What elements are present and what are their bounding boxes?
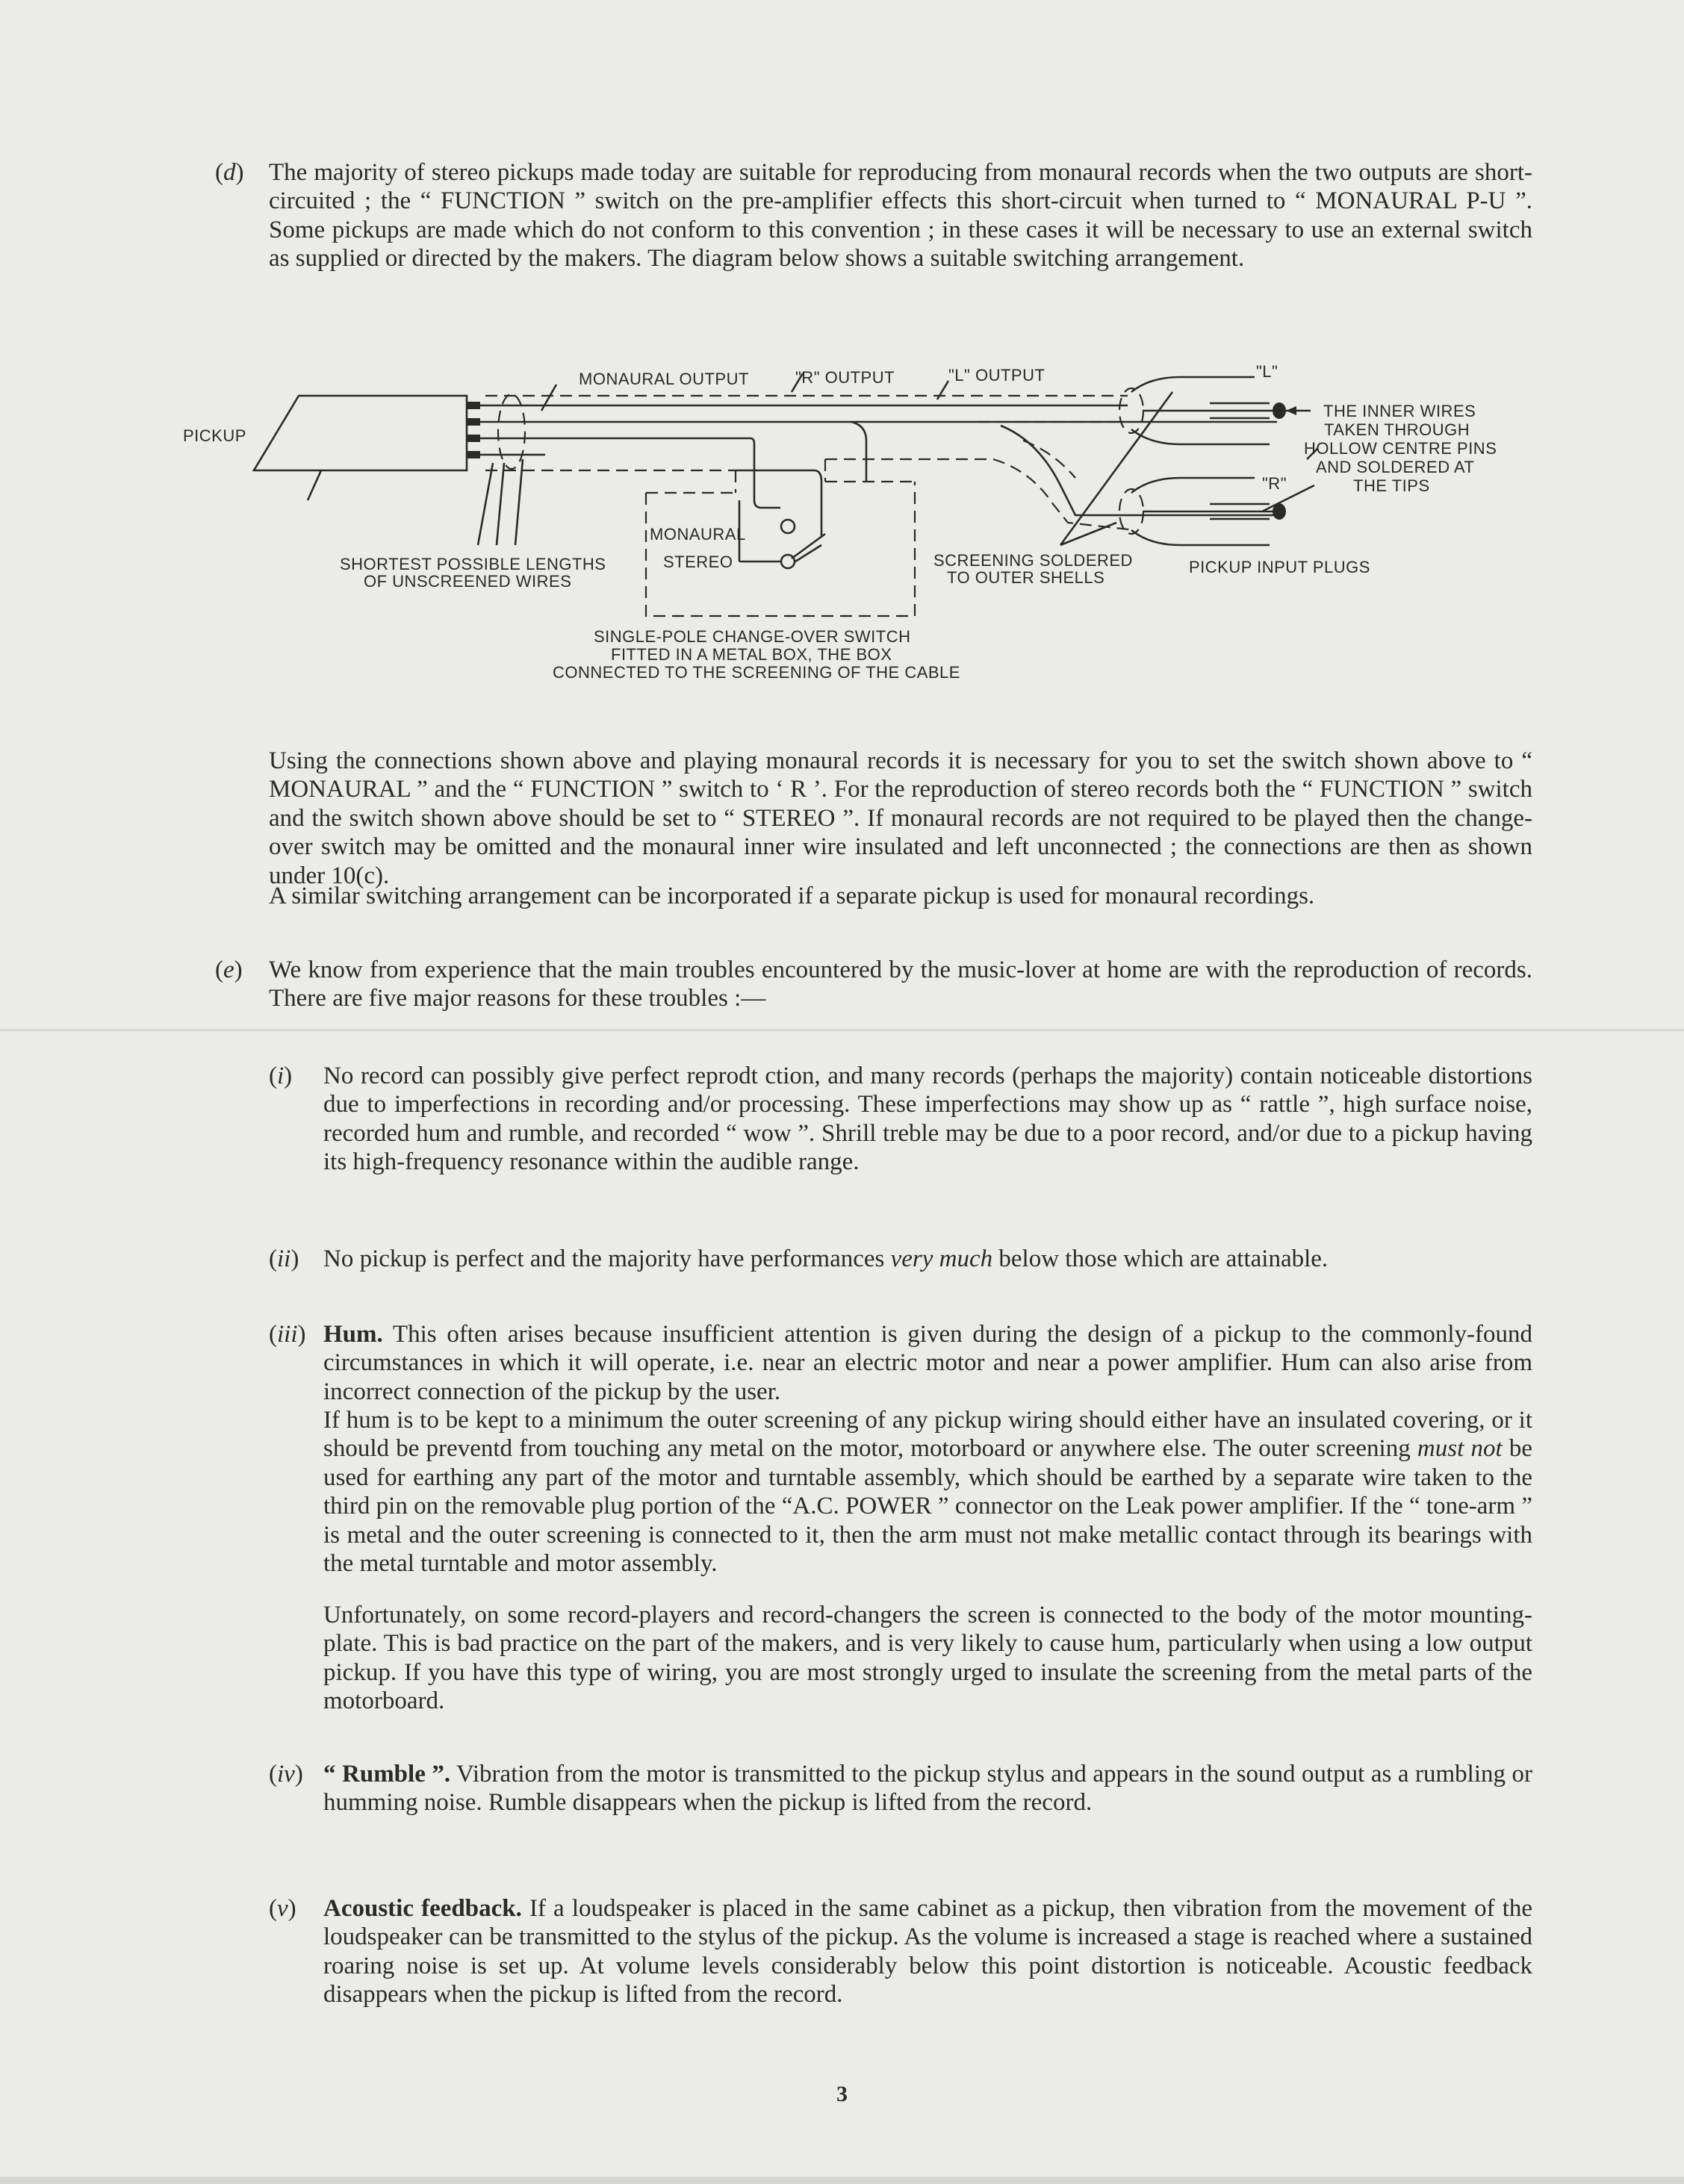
item-iii-marker: (iii) (269, 1321, 306, 1348)
para-similar: A similar switching arrangement can be incorporated if a separate pickup is used for monaural recordings. (269, 883, 1315, 909)
item-iii-text2: If hum is to be kept to a minimum the outer screening of any pickup wiring should either have an insulated covering, or it should be preventd from touching any metal on the motor, motorboard or anywhere else. The outer screening must not be used for earthing any part of the motor and turntable assembly, which should be earthed by a separate wire taken to the third pin on the removable plug portion of the “A.C. POWER ” connector on the Leak power amplifier. If the “ tone-arm ” is metal and the outer screening is connected to it, then the arm must not make metallic contact through its bearings with the metal turntable and motor assembly. (323, 1407, 1532, 1578)
inner-wires-line: AND SOLDERED AT (1316, 458, 1475, 476)
item-ii-text: No pickup is perfect and the majority have performances very much below those which are attainable. (323, 1245, 1329, 1272)
screening-note-line: TO OUTER SHELLS (947, 568, 1105, 587)
shortest-note-line: OF UNSCREENED WIRES (364, 572, 572, 591)
inner-wires-line: TAKEN THROUGH (1324, 420, 1470, 439)
para-using: Using the connections shown above and playing monaural records it is necessary for you to set the switch shown above to “ MONAURAL ” and the “ FUNCTION ” switch to ‘ R ’. For the reproduction of stereo records both the “ FUNCTION ” switch and the switch shown above should be set to “ STEREO ”. If monaural records are not required to be played then the change-over switch may be omitted and the monaural inner wire insulated and left unconnected ; the connections are then as shown under 10(c). (269, 747, 1532, 889)
switching-diagram (0, 351, 1684, 702)
paper-edge (0, 2177, 1684, 2184)
plugs-label: PICKUP INPUT PLUGS (1189, 558, 1370, 576)
section-e-marker: (e) (215, 956, 243, 983)
item-v-text: Acoustic feedback. If a loudspeaker is placed in the same cabinet as a pickup, then vibration from the movement of the loudspeaker can be transmitted to the stylus of the pickup. As the volume is increased a stage is reached where a sustained roaring noise is set up. At volume levels considerably below this point distortion is noticeable. Acoustic feedback disappears when the pickup is lifted from the record. (323, 1895, 1533, 2009)
switch-monaural-label: MONAURAL (650, 525, 746, 544)
pickup-label: PICKUP (183, 426, 246, 445)
switch-note-line: SINGLE-POLE CHANGE-OVER SWITCH (594, 627, 911, 646)
paper-fold (0, 1029, 1684, 1031)
item-iii-heading: Hum. (323, 1321, 383, 1348)
item-iv-marker: (iv) (269, 1761, 303, 1788)
item-ii-marker: (ii) (269, 1245, 299, 1272)
shortest-note-line: SHORTEST POSSIBLE LENGTHS (340, 555, 606, 573)
pickup-body (254, 396, 467, 470)
switch-note-line: CONNECTED TO THE SCREENING OF THE CABLE (553, 663, 960, 682)
inner-wires-line: THE TIPS (1353, 476, 1430, 495)
item-v-marker: (v) (269, 1895, 296, 1922)
l-output-label: "L" OUTPUT (948, 366, 1045, 385)
item-i-marker: (i) (269, 1063, 293, 1089)
plug-l-label: "L" (1256, 362, 1278, 381)
monaural-output-label: MONAURAL OUTPUT (579, 370, 749, 388)
screening-note-line: SCREENING SOLDERED (933, 551, 1133, 570)
item-iii-emphasis: must not (1417, 1435, 1503, 1463)
item-iv-text: “ Rumble ”. Vibration from the motor is transmitted to the pickup stylus and appears in the sound output as a rumbling or humming noise. Rumble disappears when the pickup is lifted from the record. (323, 1761, 1533, 1817)
r-output-label: "R" OUTPUT (795, 368, 895, 387)
switch-stereo-label: STEREO (663, 553, 733, 571)
item-i-text: No record can possibly give perfect reprodt ction, and many records (perhaps the majority) contain noticeable distortions due to imperfections in recording and/or processing. These imperfections may show up as “ rattle ”, high surface noise, recorded hum and rumble, and recorded “ wow ”. Shrill treble may be due to a poor record, and/or due to a pickup having its high-frequency resonance within the audible range. (323, 1063, 1532, 1176)
item-v-heading: Acoustic feedback. (323, 1895, 522, 1922)
plug-r-label: "R" (1262, 474, 1287, 493)
item-iii-text3: Unfortunately, on some record-players and record-changers the screen is connected to the body of the motor mounting-plate. This is bad practice on the part of the makers, and is very likely to cause hum, particularly when using a low output pickup. If you have this type of wiring, you are most strongly urged to insulate the screening from the metal parts of the motorboard. (323, 1602, 1532, 1715)
page-number: 3 (836, 2082, 848, 2106)
section-e-text: We know from experience that the main troubles encountered by the music-lover at home are with the reproduction of records. There are five major reasons for these troubles :— (269, 956, 1532, 1012)
inner-wires-line: THE INNER WIRES (1323, 402, 1476, 420)
section-d-marker: (d) (215, 159, 244, 186)
item-ii-emphasis: very much (890, 1245, 993, 1272)
section-d-text: The majority of stereo pickups made today are suitable for reproducing from monaural records when the two outputs are short-circuited ; the “ FUNCTION ” switch on the pre-amplifier effects this short-circuit when turned to “ MONAURAL P-U ”. Some pickups are made which do not conform to this convention ; in these cases it will be necessary to use an external switch as supplied or directed by the makers. The diagram below shows a suitable switching arrangement. (269, 159, 1532, 273)
item-iii-text1: Hum. This often arises because insufficient attention is given during the design of a pickup to the commonly-found circumstances in which it will operate, i.e. near an electric motor and near a power amplifier. Hum can also arise from incorrect connection of the pickup by the user. (323, 1321, 1532, 1405)
item-iv-heading: “ Rumble ”. (323, 1761, 451, 1788)
switch-note-line: FITTED IN A METAL BOX, THE BOX (611, 645, 892, 664)
inner-wires-line: HOLLOW CENTRE PINS (1304, 439, 1497, 458)
